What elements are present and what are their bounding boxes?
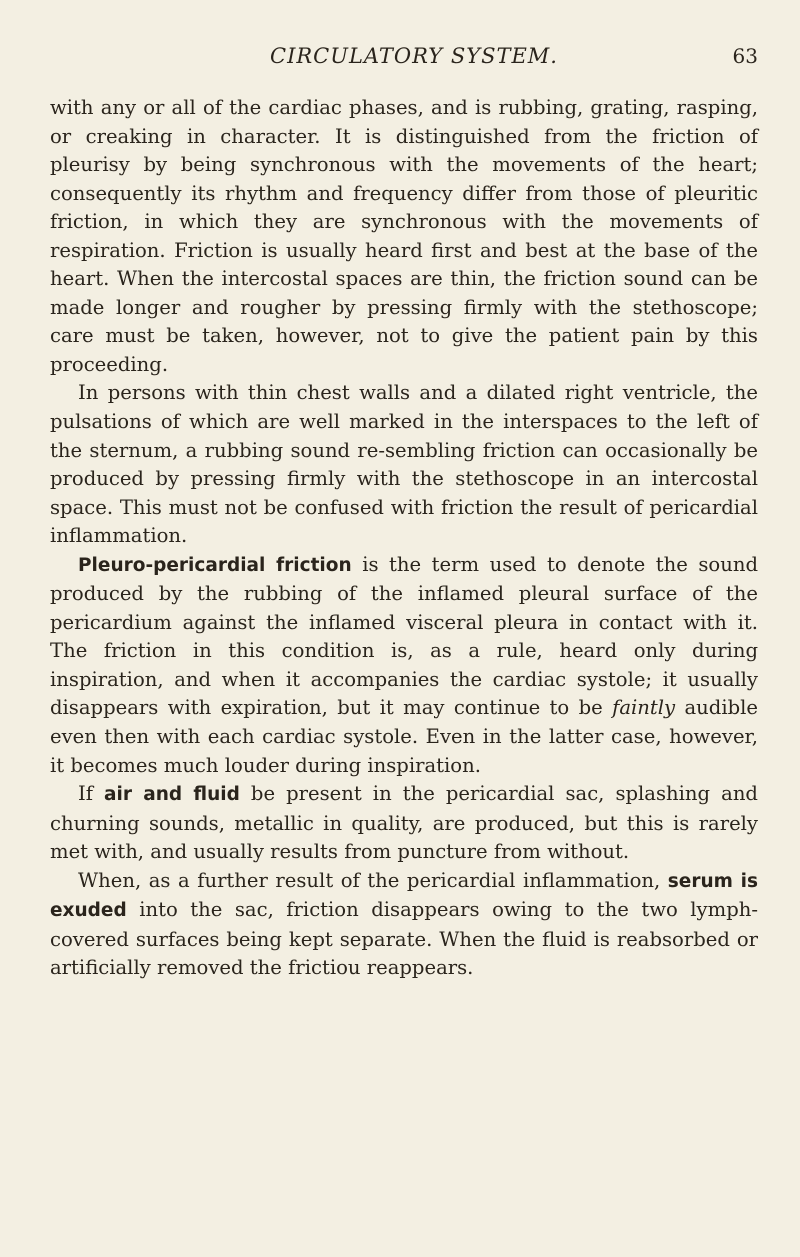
paragraph-1-text: with any or all of the cardiac phases, and is rubbing, grating, rasping, or creaking in character. It is distinguished from the friction of pleurisy by being synchronous with the movements of the heart; consequently its rhythm and frequency differ from those of pleuritic friction, in which they are synchronous with the movements of respiration. Friction is usually heard first and best at the base of the heart. When the intercostal spaces are thin, the friction sound can be made longer and rougher by pressing firmly with the stethoscope; care must be taken, however, not to give the patient pain by this proceeding. [50,96,758,376]
paragraph-5-pre: When, as a further result of the pericardial inflammation, [78,868,668,892]
paragraph-4-pre: If [78,782,105,806]
paragraph-2-text: In persons with thin chest walls and a dilated right ventricle, the pulsations of which are well marked in the interspaces to the left of the sternum, a rubbing sound re-sembling friction can occasionally be produced by pressing firmly with the stethoscope in an intercostal space. This must not be confused with friction the result of pericardial inflammation. [50,381,758,548]
paragraph-4-heading: air and fluid [104,784,240,806]
paragraph-4-text: be present in the pericardial sac, splashing and churning sounds, metallic in quality, are produced, but this is rarely met with, and usually results from puncture from without. [50,782,758,864]
running-head [50,44,758,84]
paragraph-5 [50,867,758,983]
body-text [50,94,758,983]
paragraph-3-heading: Pleuro-pericardial friction [78,554,352,576]
page-number: 63 [732,44,758,68]
paragraph-1 [50,94,758,379]
paragraph-3-tail: audible even then with each cardiac systole. Even in the latter case, however, it becomes much louder during inspiration. [50,696,758,777]
paragraph-2 [50,379,758,550]
paragraph-5-heading: serum is exuded [50,870,758,922]
paragraph-3-emphasis: faintly [612,696,676,720]
paragraph-4 [50,780,758,867]
running-title: CIRCULATORY SYSTEM. [270,44,558,68]
paragraph-3 [50,551,758,780]
paragraph-5-text: into the sac, friction disappears owing to the two lymph-covered surfaces being kept separate. When the fluid is reabsorbed or artificially removed the frictiou reappears. [50,898,758,980]
paragraph-3-text: is the term used to denote the sound produced by the rubbing of the inflamed pleural surface of the pericardium against the inflamed visceral pleura in contact with it. The friction in this condition is, as a rule, heard only during inspiration, and when it accompanies the cardiac systole; it usually disappears with expiration, but it may continue to be [50,552,758,720]
